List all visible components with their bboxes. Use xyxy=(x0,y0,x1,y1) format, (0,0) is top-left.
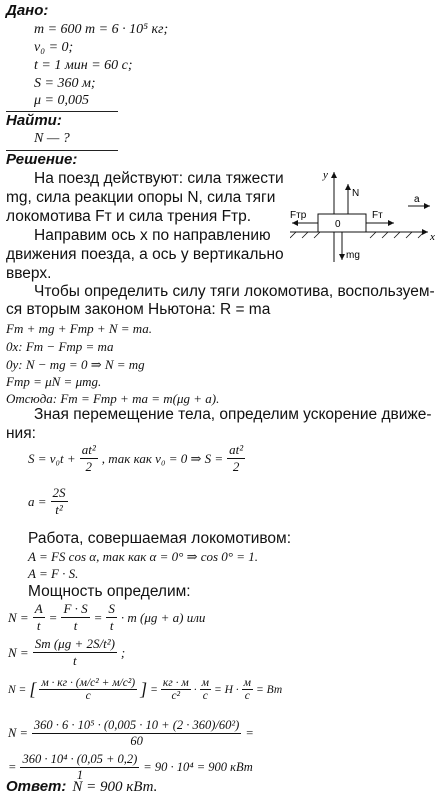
normal-force-label: N xyxy=(352,188,360,199)
given-line: S = 360 м; xyxy=(34,76,96,91)
text-line: ся вторым законом Ньютона: R = ma xyxy=(6,301,271,318)
fraction-numerator: A xyxy=(34,601,43,616)
displacement-equation xyxy=(28,442,245,475)
fraction-numerator: 2S xyxy=(52,485,66,500)
fraction-numerator: кг · м xyxy=(162,677,189,689)
ground-hatch xyxy=(290,232,424,238)
fraction-denominator: t xyxy=(73,618,78,633)
equation-part: S = v₀t + xyxy=(28,450,76,466)
fraction-denominator: t² xyxy=(55,502,63,517)
y-axis-label: y xyxy=(323,169,328,181)
equation-part: = xyxy=(245,726,254,740)
find-line: N — ? xyxy=(34,131,70,146)
equation-line: A = F · S. xyxy=(28,566,79,581)
equation-part: N = xyxy=(8,683,27,696)
fraction-denominator: t xyxy=(109,618,114,633)
fraction-numerator: 360 · 6 · 10⁵ · (0,005 · 10 + (2 · 360)/60²) xyxy=(33,718,240,732)
force-diagram xyxy=(290,166,440,270)
equation-part: = Н · xyxy=(213,683,239,696)
power-equation-1 xyxy=(8,601,205,634)
equation-part: = xyxy=(150,683,158,696)
given-title: Дано: xyxy=(6,2,49,19)
fraction-denominator: с xyxy=(202,690,208,702)
text-line: вверх. xyxy=(6,265,52,282)
fraction-denominator: t xyxy=(73,653,77,668)
fraction-numerator: 360 · 10⁴ · (0,05 + 0,2) xyxy=(22,752,138,766)
equation-part: N = xyxy=(8,609,29,625)
answer-value: N = 900 кВт. xyxy=(72,779,158,795)
find-title: Найти: xyxy=(6,112,62,129)
text-line: На поезд действуют: сила тяжести xyxy=(34,170,284,187)
fraction-denominator: с² xyxy=(171,690,181,702)
text-line: Мощность определим: xyxy=(28,583,191,600)
text-line: Направим ось x по направлению xyxy=(34,227,271,244)
fraction-numerator: м xyxy=(243,677,252,689)
text-line: Зная перемещение тела, определим ускорение движе- xyxy=(34,406,432,423)
traction-label: Fт xyxy=(372,210,383,221)
given-line: v₀ = 0; xyxy=(34,40,74,55)
equation-line: 0y: N − mg = 0 ⇒ N = mg xyxy=(6,357,145,372)
train-block xyxy=(318,214,366,232)
fraction-numerator: Sm (μg + 2S/t²) xyxy=(34,636,115,651)
bracket-right: ] xyxy=(140,679,148,699)
bracket-left: [ xyxy=(29,679,37,699)
equation-part: ; xyxy=(120,644,126,660)
equation-part: = xyxy=(93,609,103,625)
equation-line: Fтр = μN = μmg. xyxy=(6,374,102,389)
equation-part: · xyxy=(193,683,197,696)
power-equation-2 xyxy=(8,636,125,669)
equation-line: A = FS cos α, так как α = 0° ⇒ cos 0° = 1. xyxy=(28,549,259,564)
gravity-label: mg xyxy=(346,250,360,261)
equation-part: , так как v₀ = 0 ⇒ S = xyxy=(101,450,224,466)
fraction-denominator: 1 xyxy=(76,768,83,782)
given-line: t = 1 мин = 60 с; xyxy=(34,58,133,73)
equation-part: = xyxy=(8,760,17,774)
equation-part: · m (μg + a) или xyxy=(120,609,206,625)
given-line: m = 600 т = 6 · 10⁵ кг; xyxy=(34,22,169,37)
fraction-denominator: 60 xyxy=(130,734,143,748)
fraction-numerator: S xyxy=(108,601,115,616)
answer-title: Ответ: xyxy=(6,778,67,795)
equation-part: N = xyxy=(8,644,29,660)
solution-title: Решение: xyxy=(6,151,78,168)
units-equation xyxy=(8,677,282,702)
text-line: ния: xyxy=(6,425,36,442)
fraction-denominator: 2 xyxy=(85,459,92,474)
equation-line: 0x: Fт − Fтр = ma xyxy=(6,339,114,354)
numeric-equation xyxy=(8,718,254,749)
text-line: Чтобы определить силу тяги локомотива, воспользуем- xyxy=(34,283,435,300)
origin-label: 0 xyxy=(335,219,341,230)
fraction-denominator: с xyxy=(85,690,91,702)
equation-part: = Вт xyxy=(256,683,283,696)
x-axis-label: x xyxy=(430,231,435,243)
fraction-numerator: F · S xyxy=(63,601,88,616)
friction-label: Fтр xyxy=(290,210,307,221)
equation-line: Отсюда: Fт = Fтр + ma = m(μg + a). xyxy=(6,391,220,406)
fraction-numerator: at² xyxy=(229,442,244,457)
text-line: mg, сила реакции опоры N, сила тяги xyxy=(6,189,276,206)
equation-part: = xyxy=(48,609,58,625)
fraction-denominator: t xyxy=(36,618,41,633)
text-line: Работа, совершаемая локомотивом: xyxy=(28,530,292,547)
acceleration-equation xyxy=(28,485,68,518)
equation-part: = 90 · 10⁴ = 900 кВт xyxy=(143,760,253,774)
fraction-denominator: с xyxy=(244,690,250,702)
fraction-numerator: at² xyxy=(81,442,96,457)
given-line: μ = 0,005 xyxy=(34,93,89,108)
fraction-numerator: м xyxy=(201,677,209,689)
equation-line: Fт + mg + Fтр + N = ma. xyxy=(6,321,152,336)
fraction-denominator: 2 xyxy=(232,459,240,474)
acceleration-label: a xyxy=(414,194,420,205)
fraction-numerator: м · кг · (м/с² + м/с²) xyxy=(41,677,136,689)
answer xyxy=(6,778,157,796)
text-line: движения поезда, а ось y вертикально xyxy=(6,246,284,263)
equation-part: N = xyxy=(8,726,28,740)
text-line: локомотива Fт и сила трения Fтр. xyxy=(6,208,252,225)
equation-part: a = xyxy=(28,493,47,509)
